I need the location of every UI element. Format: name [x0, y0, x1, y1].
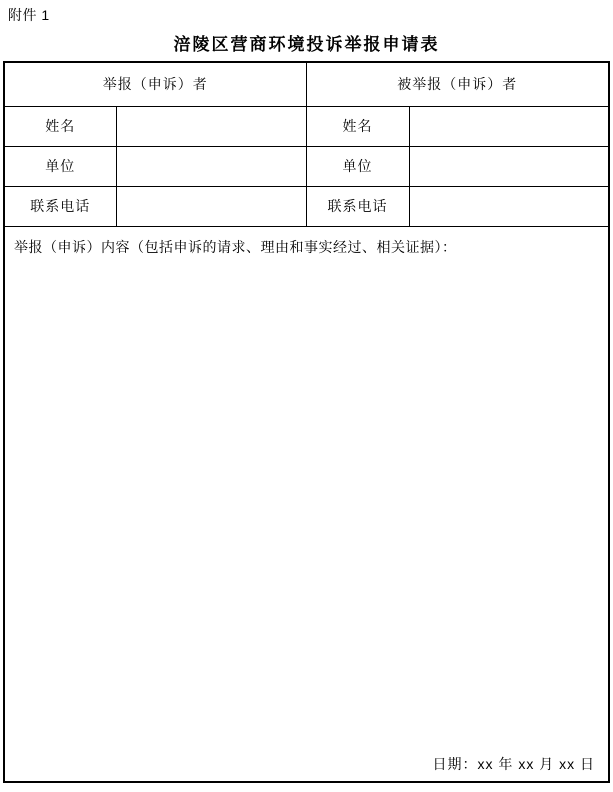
unit-row [4, 146, 609, 186]
reporter-name-label: 姓名 [4, 106, 116, 146]
reported-name-label: 姓名 [306, 106, 409, 146]
reported-unit-label: 单位 [306, 146, 409, 186]
name-row [4, 106, 609, 146]
reporter-phone-field[interactable] [116, 186, 306, 226]
reporter-header: 举报（申诉）者 [4, 62, 306, 106]
phone-row [4, 186, 609, 226]
reporter-name-field[interactable] [116, 106, 306, 146]
reported-name-field[interactable] [409, 106, 609, 146]
page-title: 涪陵区营商环境投诉举报申请表 [173, 35, 440, 54]
reported-phone-field[interactable] [409, 186, 609, 226]
content-cell[interactable] [4, 226, 609, 782]
reported-unit-field[interactable] [409, 146, 609, 186]
date-line: 日期：xx 年 xx 月 xx 日 [432, 756, 595, 772]
reported-party-header: 被举报（申诉）者 [306, 62, 609, 106]
content-label: 举报（申诉）内容（包括申诉的请求、理由和事实经过、相关证据）： [14, 238, 457, 255]
reporter-phone-label: 联系电话 [4, 186, 116, 226]
attachment-label: 附件 1 [8, 7, 50, 23]
reporter-unit-field[interactable] [116, 146, 306, 186]
reported-phone-label: 联系电话 [306, 186, 409, 226]
complaint-form-table [3, 61, 610, 783]
content-row [4, 226, 609, 782]
reporter-unit-label: 单位 [4, 146, 116, 186]
table-header-row [4, 62, 609, 106]
